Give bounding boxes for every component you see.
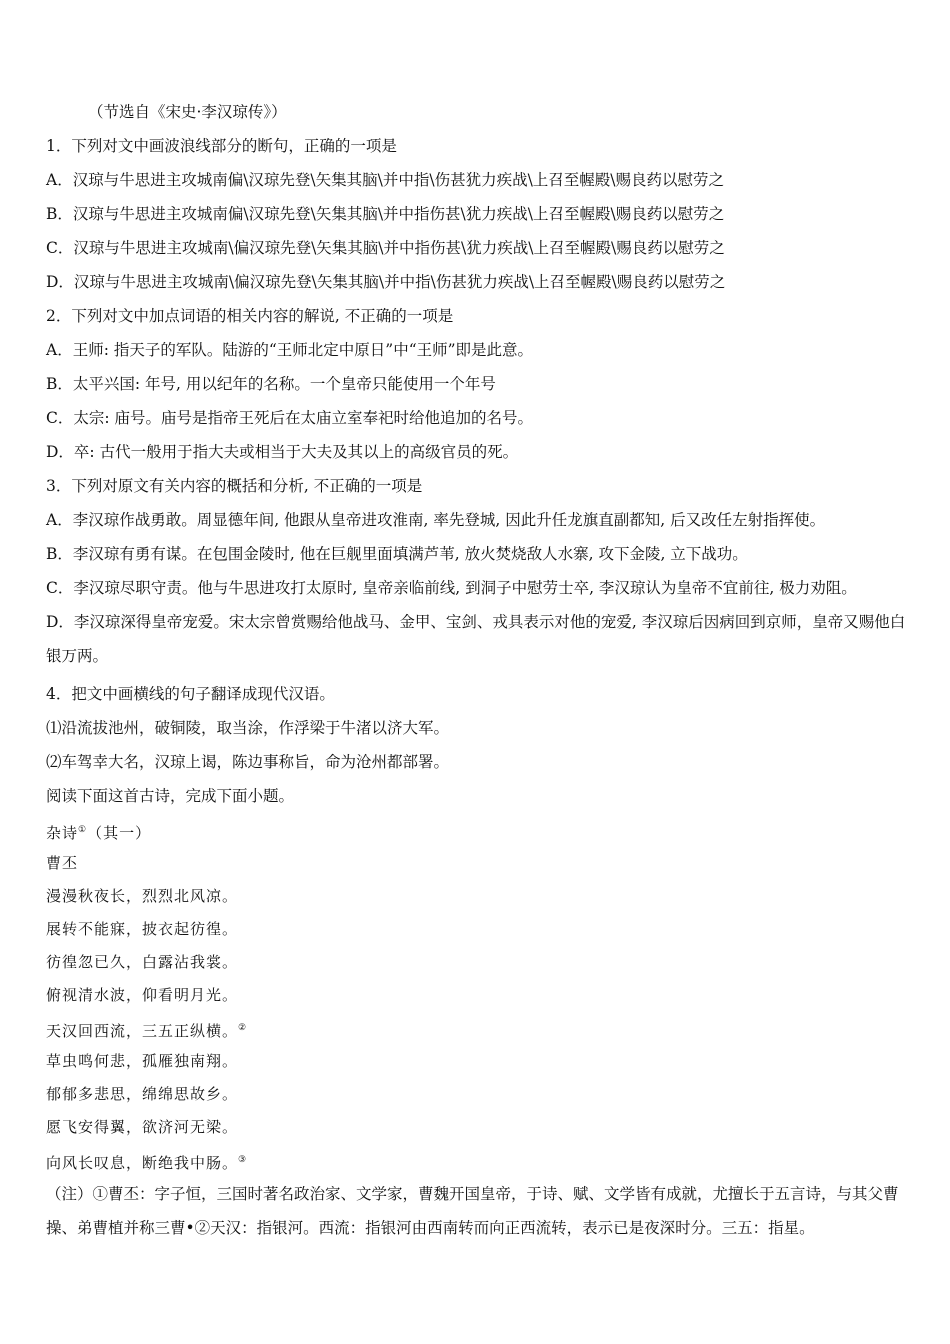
poem-notes: （注）①曹丕：字子恒，三国时著名政治家、文学家，曹魏开国皇帝，于诗、赋、文学皆有成就，尤擅长于五言诗，与其父曹操、弟曹植并称三曹•②天汉：指银河。西流：指银河由西南转而向正西流转，表示已是夜深时分。三五：指星。 (46, 1185, 899, 1237)
question-1-option-d: D．汉琼与牛思进主攻城南\偏汉琼先登\矢集其脑\并中指\伤甚犹力疾战\上召至幄殿\赐良药以慰劳之 (46, 273, 726, 291)
question-3-option-a: A．李汉琼作战勇敢。周显德年间, 他跟从皇帝进攻淮南, 率先登城, 因此升任龙旗直副都知, 后又改任左射指挥使。 (46, 511, 826, 529)
question-2-stem: 2．下列对文中加点词语的相关内容的解说, 不正确的一项是 (46, 307, 454, 325)
question-1-option-b: B．汉琼与牛思进主攻城南偏\汉琼先登\矢集其脑\并中指伤甚\犹力疾战\上召至幄殿\赐良药以慰劳之 (46, 205, 725, 223)
poem-line-4: 俯视清水波，仰看明月光。 (46, 986, 239, 1004)
poem-title-suffix: （其一） (87, 824, 152, 842)
poem-title-text: 杂诗 (46, 824, 79, 842)
question-2-option-c: C．太宗: 庙号。庙号是指帝王死后在太庙立室奉祀时给他追加的名号。 (46, 409, 534, 427)
poem-line-9 (46, 1150, 247, 1173)
poem-line-6: 草虫鸣何悲，孤雁独南翔。 (46, 1052, 239, 1070)
poem-line-7: 郁郁多悲思，绵绵思故乡。 (46, 1085, 239, 1103)
poem-line-5 (46, 1018, 247, 1041)
source-citation: （节选自《宋史·李汉琼传》） (88, 103, 287, 121)
poem-line-5-text: 天汉回西流，三五正纵横。 (46, 1022, 239, 1040)
question-1-option-c: C．汉琼与牛思进主攻城南\偏汉琼先登\矢集其脑\并中指伤甚\犹力疾战\上召至幄殿\赐良药以慰劳之 (46, 239, 725, 257)
question-4-stem: 4．把文中画横线的句子翻译成现代汉语。 (46, 685, 335, 703)
question-2-option-b: B．太平兴国: 年号, 用以纪年的名称。一个皇帝只能使用一个年号 (46, 375, 496, 393)
poem-line-9-text: 向风长叹息，断绝我中肠。 (46, 1154, 239, 1172)
question-3-option-b: B．李汉琼有勇有谋。在包围金陵时, 他在巨舰里面填满芦苇, 放火焚烧敌人水寨, 攻下金陵, 立下战功。 (46, 545, 748, 563)
question-4-item-2: ⑵车驾幸大名，汉琼上谒，陈边事称旨，命为沧州都部署。 (46, 753, 450, 771)
poem-title-note: ① (78, 825, 88, 835)
poem-line-5-note: ② (238, 1023, 248, 1033)
question-3-option-c: C．李汉琼尽职守责。他与牛思进攻打太原时, 皇帝亲临前线, 到洞子中慰劳士卒, 李汉琼认为皇帝不宜前往, 极力劝阻。 (46, 579, 857, 597)
poem-instruction: 阅读下面这首古诗，完成下面小题。 (46, 787, 295, 805)
question-4-item-1: ⑴沿流拔池州，破铜陵，取当涂，作浮梁于牛渚以济大军。 (46, 719, 450, 737)
question-1-stem: 1．下列对文中画波浪线部分的断句，正确的一项是 (46, 137, 397, 155)
poem-line-8: 愿飞安得翼，欲济河无梁。 (46, 1118, 239, 1136)
poem-title (46, 820, 151, 843)
poem-line-1: 漫漫秋夜长，烈烈北风凉。 (46, 887, 239, 905)
question-3-option-d: D．李汉琼深得皇帝宠爱。宋太宗曾赏赐给他战马、金甲、宝剑、戎具表示对他的宠爱, 李汉琼后因病回到京师，皇帝又赐他白银万两。 (46, 613, 906, 665)
poem-line-9-note: ③ (238, 1155, 248, 1165)
poem-line-2: 展转不能寐，披衣起彷徨。 (46, 920, 239, 938)
question-3-stem: 3．下列对原文有关内容的概括和分析, 不正确的一项是 (46, 477, 423, 495)
poem-author: 曹丕 (46, 854, 79, 872)
question-2-option-d: D．卒: 古代一般用于指大夫或相当于大夫及其以上的高级官员的死。 (46, 443, 519, 461)
question-1-option-a: A．汉琼与牛思进主攻城南偏\汉琼先登\矢集其脑\并中指\伤甚犹力疾战\上召至幄殿\赐良药以慰劳之 (46, 171, 725, 189)
question-2-option-a: A．王师: 指天子的军队。陆游的“王师北定中原日”中“王师”即是此意。 (46, 341, 534, 359)
poem-line-3: 彷徨忽已久，白露沾我裳。 (46, 953, 239, 971)
